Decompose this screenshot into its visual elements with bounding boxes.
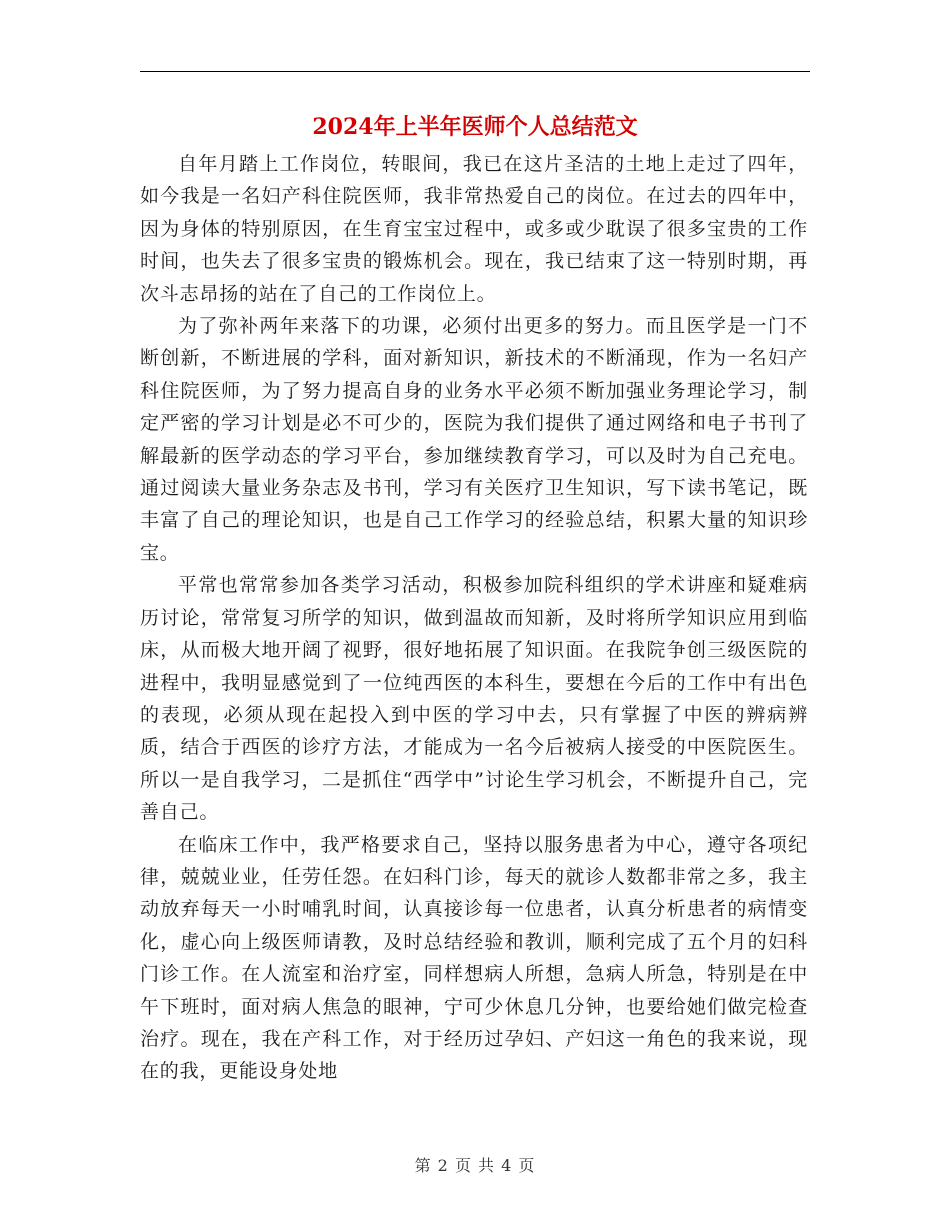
paragraph: 为了弥补两年来落下的功课，必须付出更多的努力。而且医学是一门不断创新，不断进展的学科，面对新知识，新技术的不断涌现，作为一名妇产科住院医师，为了努力提高自身的业务水平必须不断加强业务理论学习，制定严密的学习计划是必不可少的，医院为我们提供了通过网络和电子书刊了解最新的医学动态的学习平台，参加继续教育学习，可以及时为自己充电。通过阅读大量业务杂志及书刊，学习有关医疗卫生知识，写下读书笔记，既丰富了自己的理论知识，也是自己工作学习的经验总结，积累大量的知识珍宝。 — [140, 315, 808, 564]
paragraph: 在临床工作中，我严格要求自己，坚持以服务患者为中心，遵守各项纪律，兢兢业业，任劳任怨。在妇科门诊，每天的就诊人数都非常之多，我主动放弃每天一小时哺乳时间，认真接诊每一位患者，认真分析患者的病情变化，虚心向上级医师请教，及时总结经验和教训，顺利完成了五个月的妇科门诊工作。在人流室和治疗室，同样想病人所想，急病人所急，特别是在中午下班时，面对病人焦急的眼神，宁可少休息几分钟，也要给她们做完检查治疗。现在，我在产科工作，对于经历过孕妇、产妇这一角色的我来说，现在的我，更能设身处地 — [140, 833, 808, 1083]
header-rule — [140, 71, 810, 72]
document-title: 2024年上半年医师个人总结范文 — [312, 114, 638, 140]
paragraph: 平常也常常参加各类学习活动，积极参加院科组织的学术讲座和疑难病历讨论，常常复习所学的知识，做到温故而知新，及时将所学知识应用到临床，从而极大地开阔了视野，很好地拓展了知识面。在我院争创三级医院的进程中，我明显感觉到了一位纯西医的本科生，要想在今后的工作中有出色的表现，必须从现在起投入到中医的学习中去，只有掌握了中医的辨病辨质，结合于西医的诊疗方法，才能成为一名今后被病人接受的中医院医生。所以一是自我学习，二是抓住“西学中”讨论生学习机会，不断提升自己，完善自己。 — [140, 574, 808, 824]
document-body — [140, 148, 808, 1088]
paragraph: 自年月踏上工作岗位，转眼间，我已在这片圣洁的土地上走过了四年，如今我是一名妇产科住院医师，我非常热爱自己的岗位。在过去的四年中，因为身体的特别原因，在生育宝宝过程中，或多或少耽误了很多宝贵的工作时间，也失去了很多宝贵的锻炼机会。现在，我已结束了这一特别时期，再次斗志昂扬的站在了自己的工作岗位上。 — [140, 153, 808, 305]
page-number-footer: 第 2 页 共 4 页 — [414, 1156, 536, 1175]
